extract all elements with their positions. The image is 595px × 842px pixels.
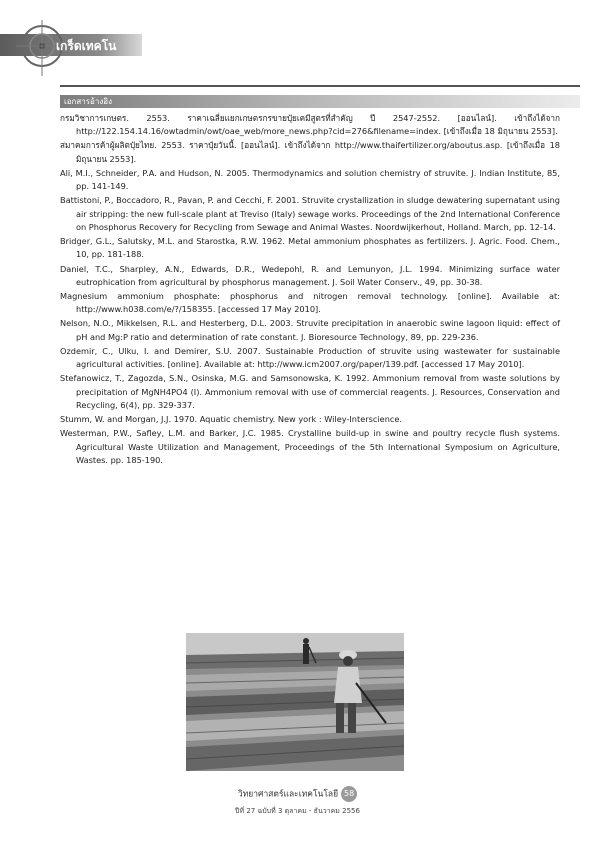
reference-item: กรมวิชาการเกษตร. 2553. ราคาเฉลี่ยแยกเกษตรกรขายปุ๋ยเคมีสูตรที่สำคัญ ปี 2547-2552. [ออนไลน์]. เข้าถึงได้จาก http://122.154.14.16/owtadmin/owt/oae_web/more_news.php?cid=276&filename=index. [เข้าถึงเมื่อ 18 มิถุนายน 2553]. xyxy=(60,113,560,137)
reference-item: Westerman, P.W., Safley, L.M. and Barker, J.C. 1985. Crystalline build-up in swine and poultry recycle flush systems. Agricultural Waste Utilization and Management, Proceedings of the 5th International Symposium on Agriculture, Wastes. pp. 185-190. xyxy=(60,428,560,465)
reference-item: Battistoni, P., Boccadoro, R., Pavan, P. and Cecchi, F. 2001. Struvite crystallization in sludge dewatering supernatant using air stripping: the new full-scale plant at Treviso (Italy) sewage works. Proceedings of the 2nd International Conference on Phosphorus Recovery for Recycling from Sewage and Animal Wastes. Noordwijkerhout, Holland. March, pp. 12-14. xyxy=(60,195,560,232)
footer-magazine xyxy=(0,786,595,802)
reference-list xyxy=(60,112,560,468)
header-title: เกร็ดเทคโน xyxy=(56,39,117,53)
magazine-name: วิทยาศาสตร์และเทคโนโลยี xyxy=(237,789,339,800)
reference-item: Bridger, G.L., Salutsky, M.L. and Starostka, R.W. 1962. Metal ammonium phosphates as fertilizers. J. Agric. Food. Chem., 10, pp. 181-188. xyxy=(60,236,560,260)
footer-issue: ปีที่ 27 ฉบับที่ 3 ตุลาคม - ธันวาคม 2556 xyxy=(235,807,360,815)
reference-item: Stumm, W. and Morgan, J.J. 1970. Aquatic chemistry. New york : Wiley-Interscience. xyxy=(60,414,403,425)
reference-item: สมาคมการค้าผู้ผลิตปุ๋ยไทย. 2553. ราคาปุ๋ยวันนี้. [ออนไลน์]. เข้าถึงได้จาก http://www.thaifertilizer.org/aboutus.asp. [เข้าถึงเมื่อ 18 มิถุนายน 2553]. xyxy=(60,140,560,164)
reference-item: Nelson, N.O., Mikkelsen, R.L. and Hesterberg, D.L. 2003. Struvite precipitation in anaerobic swine lagoon liquid: effect of pH and Mg:P ratio and determination of rate constant. J. Bioresource Technology, 89, pp. 229-236. xyxy=(60,318,560,342)
reference-item: Magnesium ammonium phosphate: phosphorus and nitrogen removal technology. [online]. Available at: http://www.h038.com/e/?/158355. [accessed 17 May 2010]. xyxy=(60,291,560,315)
reference-item: Daniel, T.C., Sharpley, A.N., Edwards, D.R., Wedepohl, R. and Lemunyon, J.L. 1994. Minimizing surface water eutrophication from agricultural by phosphorus management. J. Soil Water Conserv., 49, pp. 30-38. xyxy=(60,263,560,287)
section-title: เอกสารอ้างอิง xyxy=(60,95,580,108)
reference-item: Stefanowicz, T., Zagozda, S.N., Osinska, M.G. and Samsonowska, K. 1992. Ammonium removal from waste solutions by precipitation of MgNH4PO4 (I). Ammonium removal with use of commercial reagents. J. Resources, Conservation and Recycling, 6(4), pp. 329-337. xyxy=(60,373,560,410)
page-number: 58 xyxy=(341,786,357,802)
field-workers-photo xyxy=(186,633,404,771)
divider xyxy=(60,85,580,87)
reference-item: Ali, M.I., Schneider, P.A. and Hudson, N. 2005. Thermodynamics and solution chemistry of struvite. J. Indian Institute, 85, pp. 141-149. xyxy=(60,167,560,192)
reference-item: Ozdemir, C., Ulku, I. and Demirer, S.U. 2007. Sustainable Production of struvite using wastewater for sustainable agricultural activities. [online]. Available at: http://www.icm2007.org/paper/139.pdf. [accessed 17 May 2010]. xyxy=(60,345,560,370)
